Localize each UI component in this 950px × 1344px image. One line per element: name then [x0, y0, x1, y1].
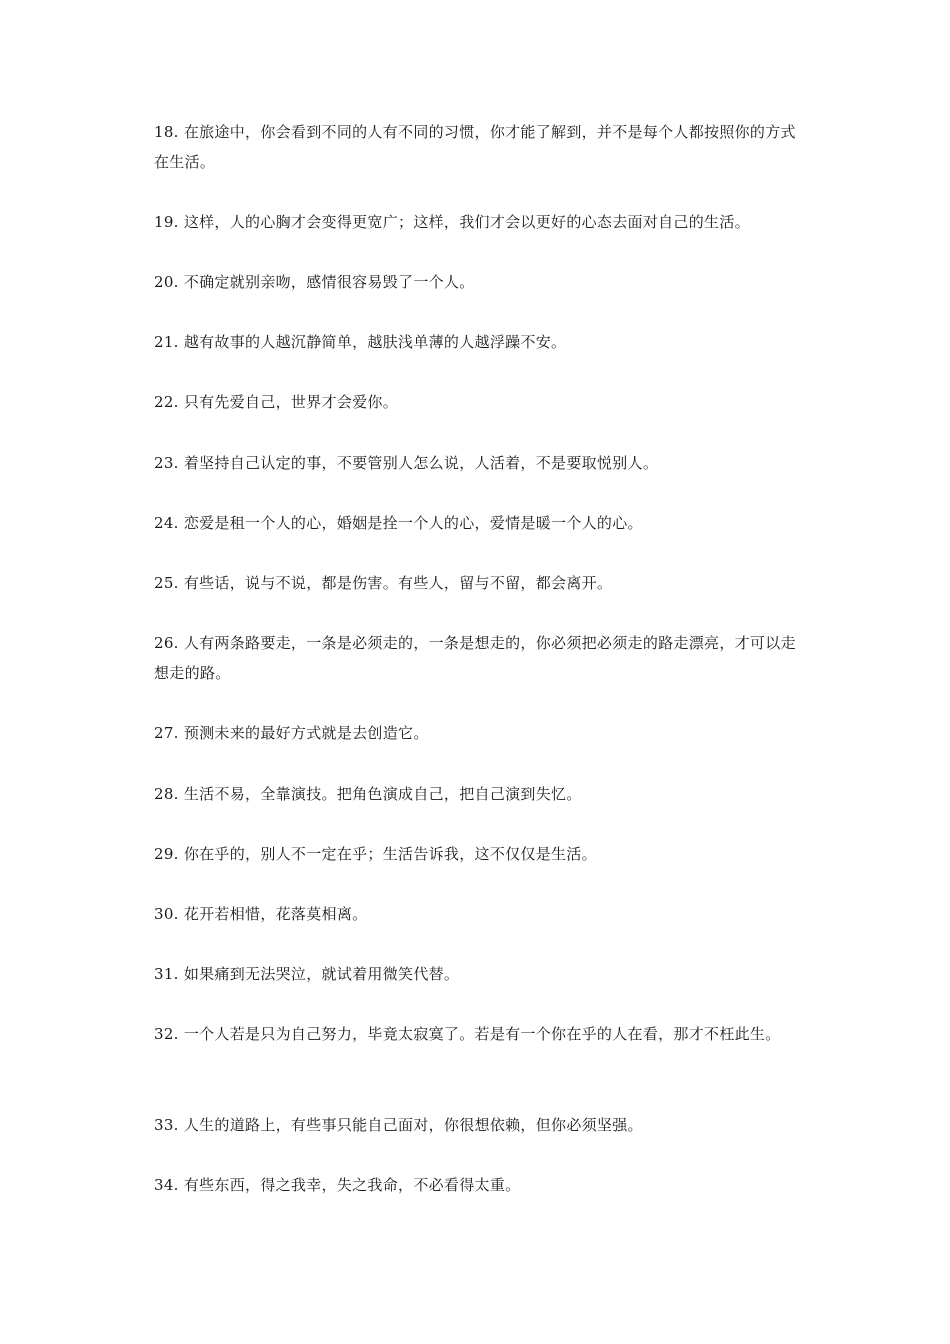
entry-22: 22. 只有先爱自己，世界才会爱你。: [154, 393, 399, 411]
entry-34: 34. 有些东西，得之我幸，失之我命，不必看得太重。: [154, 1176, 521, 1194]
entry-33: 33. 人生的道路上，有些事只能自己面对，你很想依赖，但你必须坚强。: [154, 1116, 643, 1134]
entry-29: 29. 你在乎的，别人不一定在乎；生活告诉我，这不仅仅是生活。: [154, 845, 597, 863]
entry-24: 24. 恋爱是租一个人的心，婚姻是拴一个人的心，爱情是暖一个人的心。: [154, 514, 643, 532]
entry-23: 23. 着坚持自己认定的事，不要管别人怎么说，人活着，不是要取悦别人。: [154, 454, 659, 472]
entry-32: 32. 一个人若是只为自己努力，毕竟太寂寞了。若是有一个你在乎的人在看，那才不枉此生。: [154, 1025, 781, 1043]
entry-25: 25. 有些话，说与不说，都是伤害。有些人，留与不留，都会离开。: [154, 574, 613, 592]
entry-21: 21. 越有故事的人越沉静简单，越肤浅单薄的人越浮躁不安。: [154, 333, 567, 351]
entry-30: 30. 花开若相惜，花落莫相离。: [154, 905, 368, 923]
entry-18: 18. 在旅途中，你会看到不同的人有不同的习惯，你才能了解到，并不是每个人都按照你的方式在生活。: [154, 123, 796, 171]
entry-31: 31. 如果痛到无法哭泣，就试着用微笑代替。: [154, 965, 460, 983]
entry-28: 28. 生活不易，全靠演技。把角色演成自己，把自己演到失忆。: [154, 785, 582, 803]
entry-27: 27. 预测未来的最好方式就是去创造它。: [154, 724, 429, 742]
entry-19: 19. 这样，人的心胸才会变得更宽广；这样，我们才会以更好的心态去面对自己的生活。: [154, 213, 750, 231]
entry-20: 20. 不确定就别亲吻，感情很容易毁了一个人。: [154, 273, 475, 291]
entry-26: 26. 人有两条路要走，一条是必须走的，一条是想走的，你必须把必须走的路走漂亮，才可以走想走的路。: [154, 634, 796, 682]
